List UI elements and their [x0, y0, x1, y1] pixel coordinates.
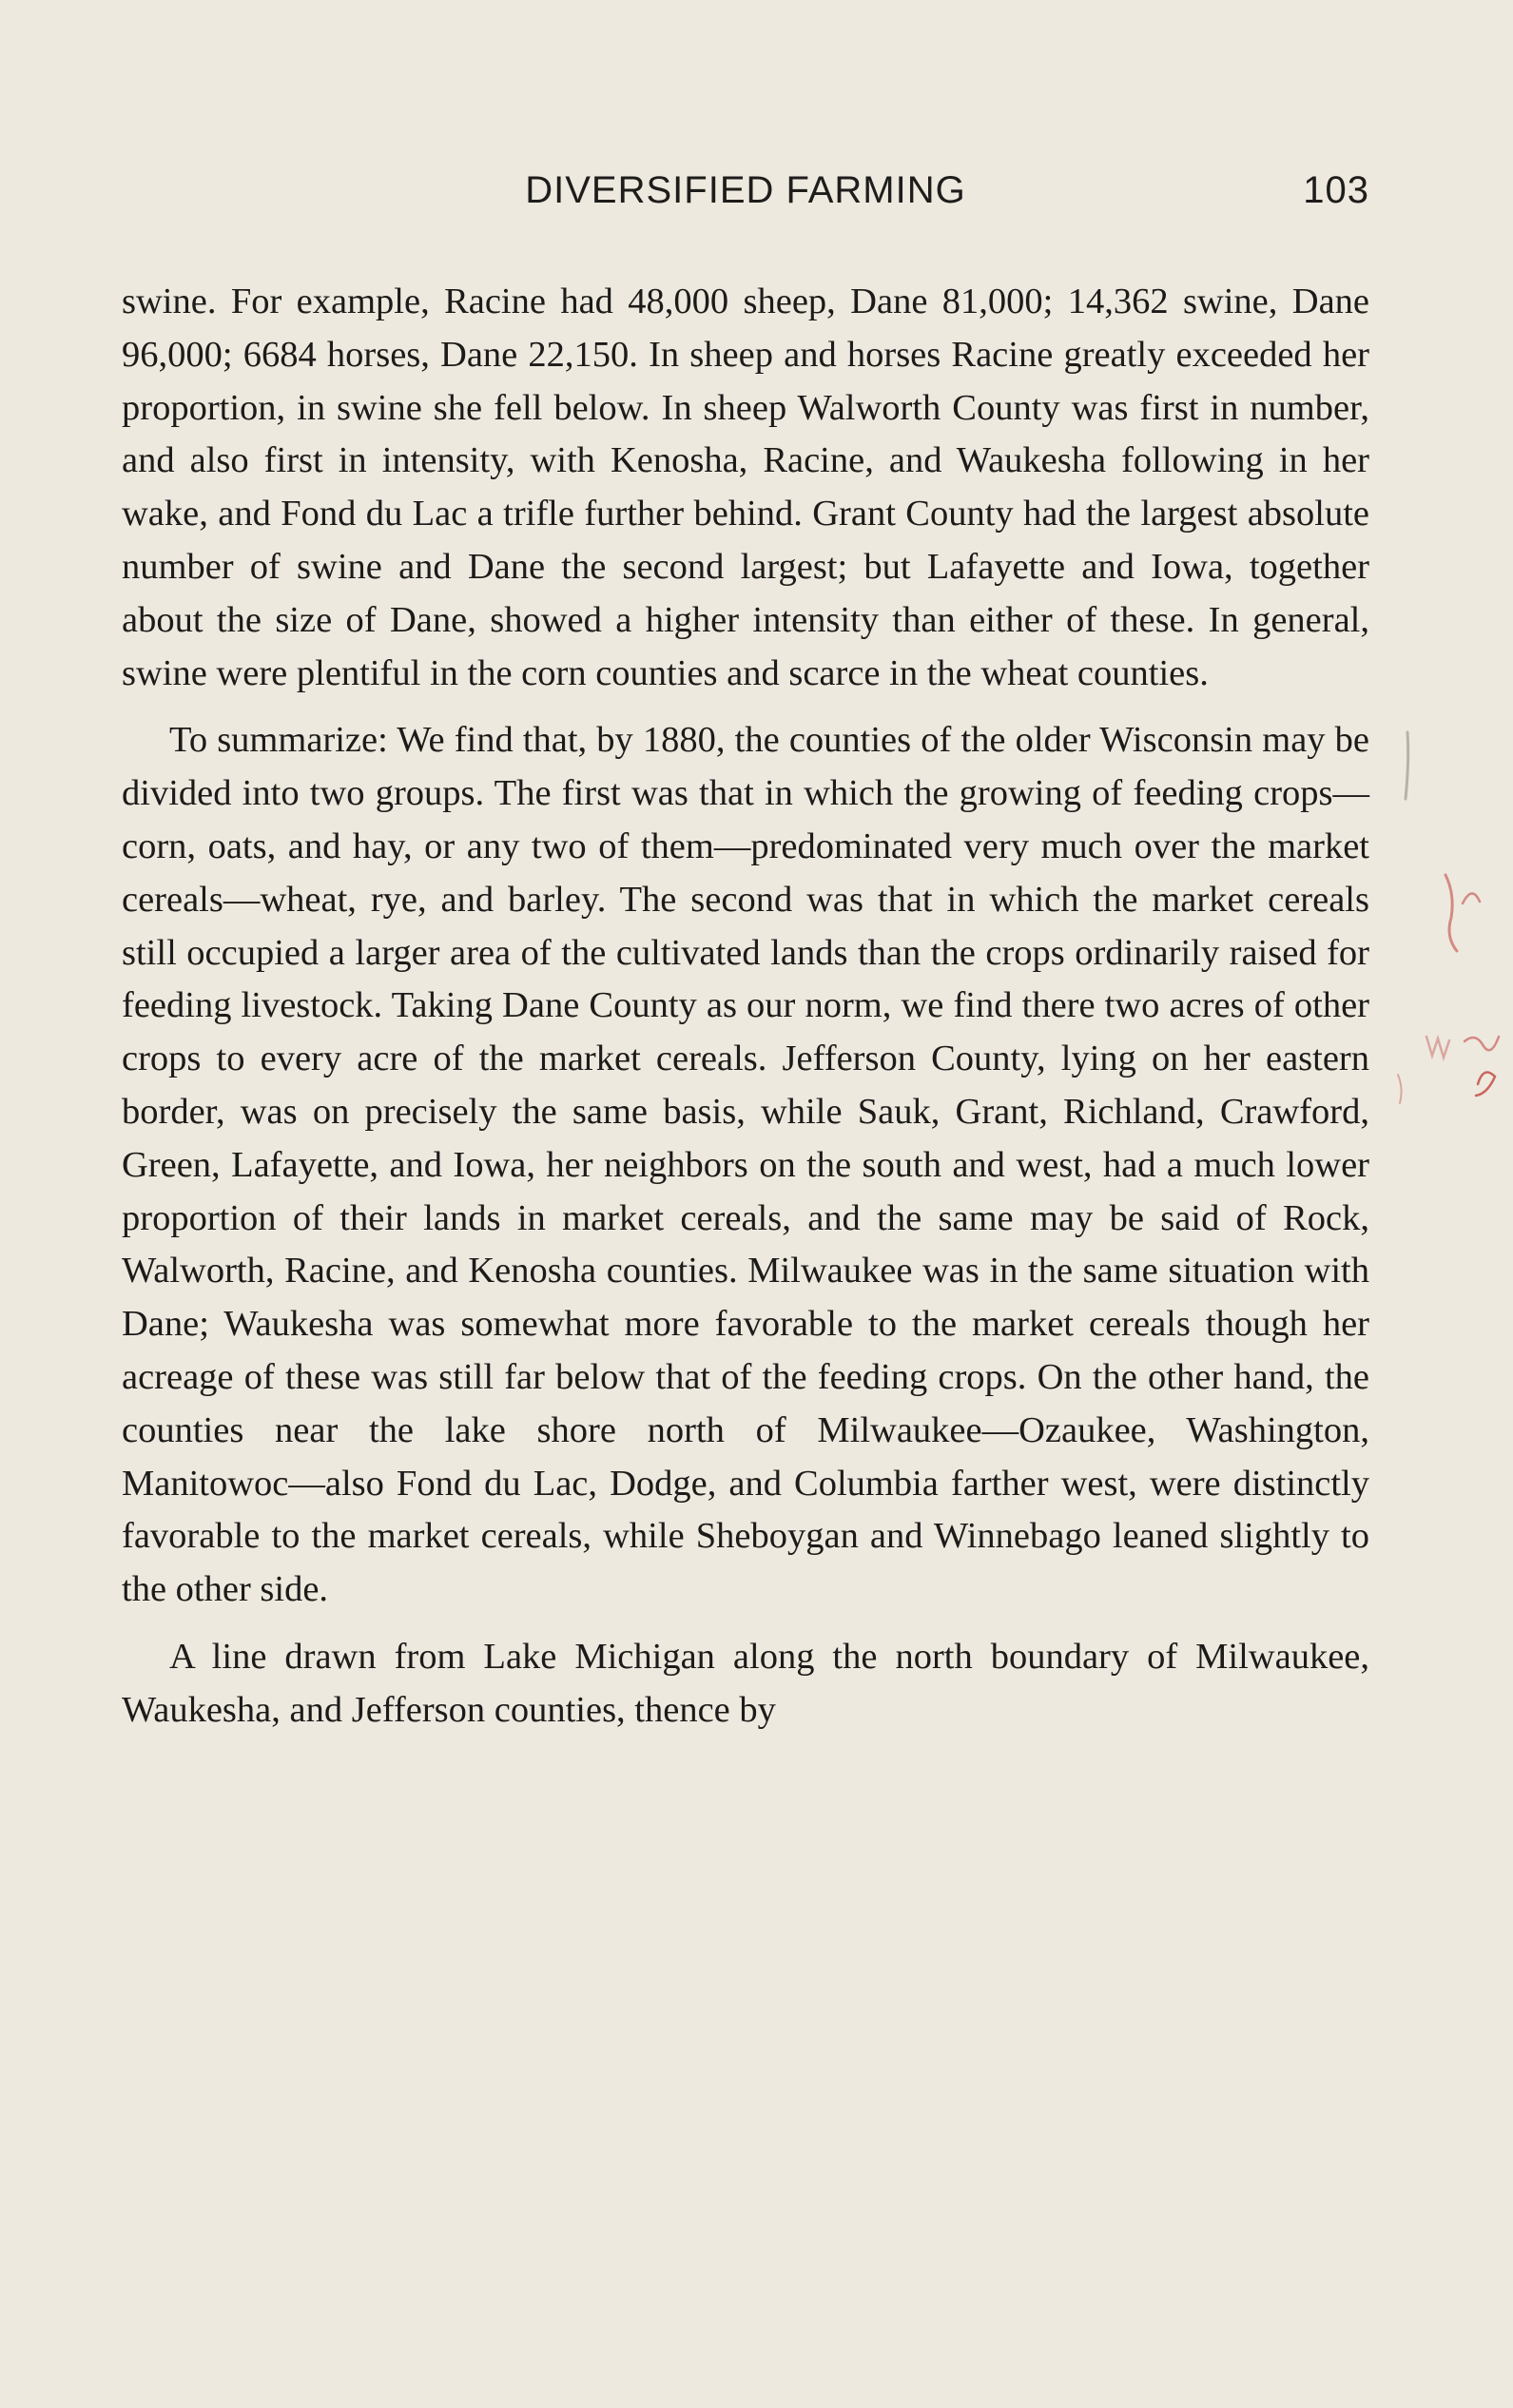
page-number: 103: [1303, 169, 1369, 211]
paragraph-summary: To summarize: We find that, by 1880, the counties of the older Wisconsin may be divided into two groups. The first was that in which the growing of feeding crops—corn, oats, and hay, or any two of them—predominated very much over the market cereals—wheat, rye, and barley. The second was that in which the market cereals still occupied a larger area of the cultivated lands than the crops ordinarily raised for feeding livestock. Taking Dane County as our norm, we find there two acres of other crops to every acre of the market cereals. Jefferson County, lying on her eastern border, was on precisely the same basis, while Sauk, Grant, Richland, Crawford, Green, Lafayette, and Iowa, her neighbors on the south and west, had a much lower proportion of their lands in market cereals, and the same may be said of Rock, Walworth, Racine, and Kenosha counties. Milwaukee was in the same situation with Dane; Waukesha was somewhat more favorable to the market cereals though her acreage of these was still far below that of the feeding crops. On the other hand, the counties near the lake shore north of Milwaukee—Ozaukee, Washington, Manitowoc—also Fond du Lac, Dodge, and Columbia farther west, were distinctly favorable to the market cereals, while Sheboygan and Winnebago leaned slightly to the other side.: [122, 720, 1369, 1610]
handwritten-margin-marks: [1388, 723, 1503, 1160]
body-text: [122, 276, 1369, 1738]
running-title: DIVERSIFIED FARMING: [525, 169, 966, 211]
paragraph-line-drawn: A line drawn from Lake Michigan along the north boundary of Milwaukee, Waukesha, and Jefferson counties, thence by: [122, 1636, 1369, 1730]
pencil-annotation-icon: [1388, 723, 1503, 1160]
paragraph-continued: swine. For example, Racine had 48,000 sheep, Dane 81,000; 14,362 swine, Dane 96,000; 6684 horses, Dane 22,150. In sheep and horses Racine greatly exceeded her proportion, in swine she fell below. In sheep Walworth County was first in number, and also first in intensity, with Kenosha, Racine, and Waukesha following in her wake, and Fond du Lac a trifle further behind. Grant County had the largest absolute number of swine and Dane the second largest; but Lafayette and Iowa, together about the size of Dane, showed a higher intensity than either of these. In general, swine were plentiful in the corn counties and scarce in the wheat counties.: [122, 282, 1369, 693]
running-head: [122, 169, 1369, 226]
